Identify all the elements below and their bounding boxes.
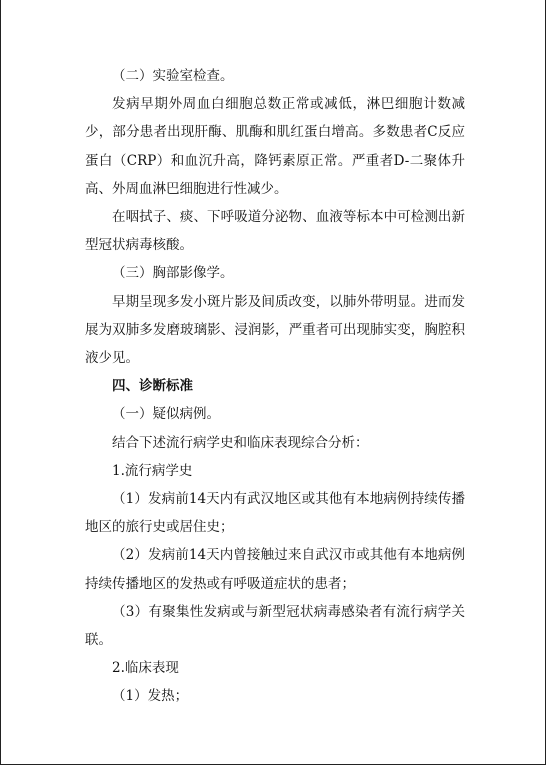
epidemiology-item-2: （2）发病前14天内曾接触过来自武汉市或其他有本地病例持续传播地区的发热或有呼吸道症状的患者； [85, 547, 465, 592]
lab-test-heading: （二）实验室检查。 [112, 68, 234, 84]
document-body [85, 62, 465, 711]
diagnosis-criteria-heading: 四、诊断标准 [112, 378, 193, 395]
chest-imaging-paragraph: 早期呈现多发小斑片影及间质改变，以肺外带明显。进而发展为双肺多发磨玻璃影、浸润影，严重者可出现肺实变，胸腔积液少见。 [85, 293, 465, 367]
lab-test-paragraph-1: 发病早期外周血白细胞总数正常或减低，淋巴细胞计数减少，部分患者出现肝酶、肌酶和肌红蛋白增高。多数患者C反应蛋白（CRP）和血沉升高，降钙素原正常。严重者D-二聚体升高、外周血淋巴细胞进行性减少。 [85, 96, 465, 197]
suspected-case-intro: 结合下述流行病学史和临床表现综合分析： [112, 434, 369, 451]
suspected-case-heading: （一）疑似病例。 [112, 406, 220, 423]
clinical-signs-heading: 2.临床表现 [112, 660, 179, 677]
chest-imaging-heading: （三）胸部影像学。 [112, 265, 234, 282]
epidemiology-item-1: （1）发病前14天内有武汉地区或其他有本地病例持续传播地区的旅行史或居住史； [85, 491, 465, 536]
epidemiology-item-3: （3）有聚集性发病或与新型冠状病毒感染者有流行病学关联。 [85, 603, 465, 649]
lab-test-paragraph-2: 在咽拭子、痰、下呼吸道分泌物、血液等标本中可检测出新型冠状病毒核酸。 [85, 209, 465, 254]
clinical-signs-item-1: （1）发热； [112, 688, 189, 705]
epidemiology-history-heading: 1.流行病学史 [112, 462, 193, 479]
